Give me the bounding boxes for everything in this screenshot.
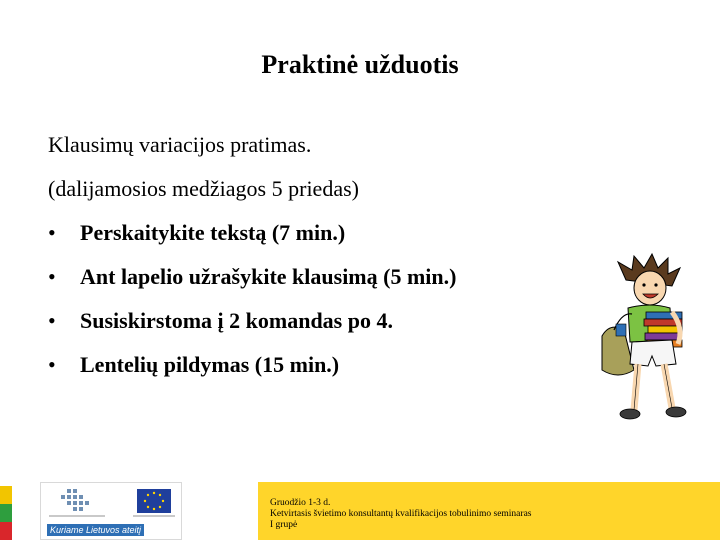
footer-note xyxy=(270,498,531,531)
flag-stripes xyxy=(0,486,12,540)
bullet-glyph: • xyxy=(48,352,56,377)
eu-funding-logo xyxy=(40,482,182,540)
footer-note-line: I grupė xyxy=(270,520,298,530)
bullet-text: Susiskirstoma į 2 komandas po 4. xyxy=(80,308,393,333)
intro-line: (dalijamosios medžiagos 5 priedas) xyxy=(48,176,359,201)
flag-stripe-green xyxy=(0,504,12,522)
slide-body xyxy=(48,132,456,396)
bullet-text: Perskaitykite tekstą (7 min.) xyxy=(80,220,346,245)
footer-note-line: Gruodžio 1-3 d. xyxy=(270,498,331,508)
footer-band xyxy=(258,482,720,540)
bullet-item xyxy=(48,264,456,308)
bullet-item xyxy=(48,220,456,264)
bullet-glyph: • xyxy=(48,264,56,289)
bullet-item xyxy=(48,308,456,352)
logo-caption: Kuriame Lietuvos ateitį xyxy=(47,524,144,536)
flag-stripe-yellow xyxy=(0,486,12,504)
bullet-glyph: • xyxy=(48,308,56,333)
slide-footer xyxy=(0,476,720,540)
intro-line: Klausimų variacijos pratimas. xyxy=(48,132,312,157)
bullet-glyph: • xyxy=(48,220,56,245)
flag-stripe-red xyxy=(0,522,12,540)
slide-title: Praktinė užduotis xyxy=(261,50,459,79)
footer-note-line: Ketvirtasis švietimo konsultantų kvalifikacijos tobulinimo seminaras xyxy=(270,509,532,519)
bullet-text: Ant lapelio užrašykite klausimą (5 min.) xyxy=(80,264,457,289)
bullet-text: Lentelių pildymas (15 min.) xyxy=(80,352,340,377)
student-with-books-illustration xyxy=(588,252,708,432)
bullet-item xyxy=(48,352,456,396)
